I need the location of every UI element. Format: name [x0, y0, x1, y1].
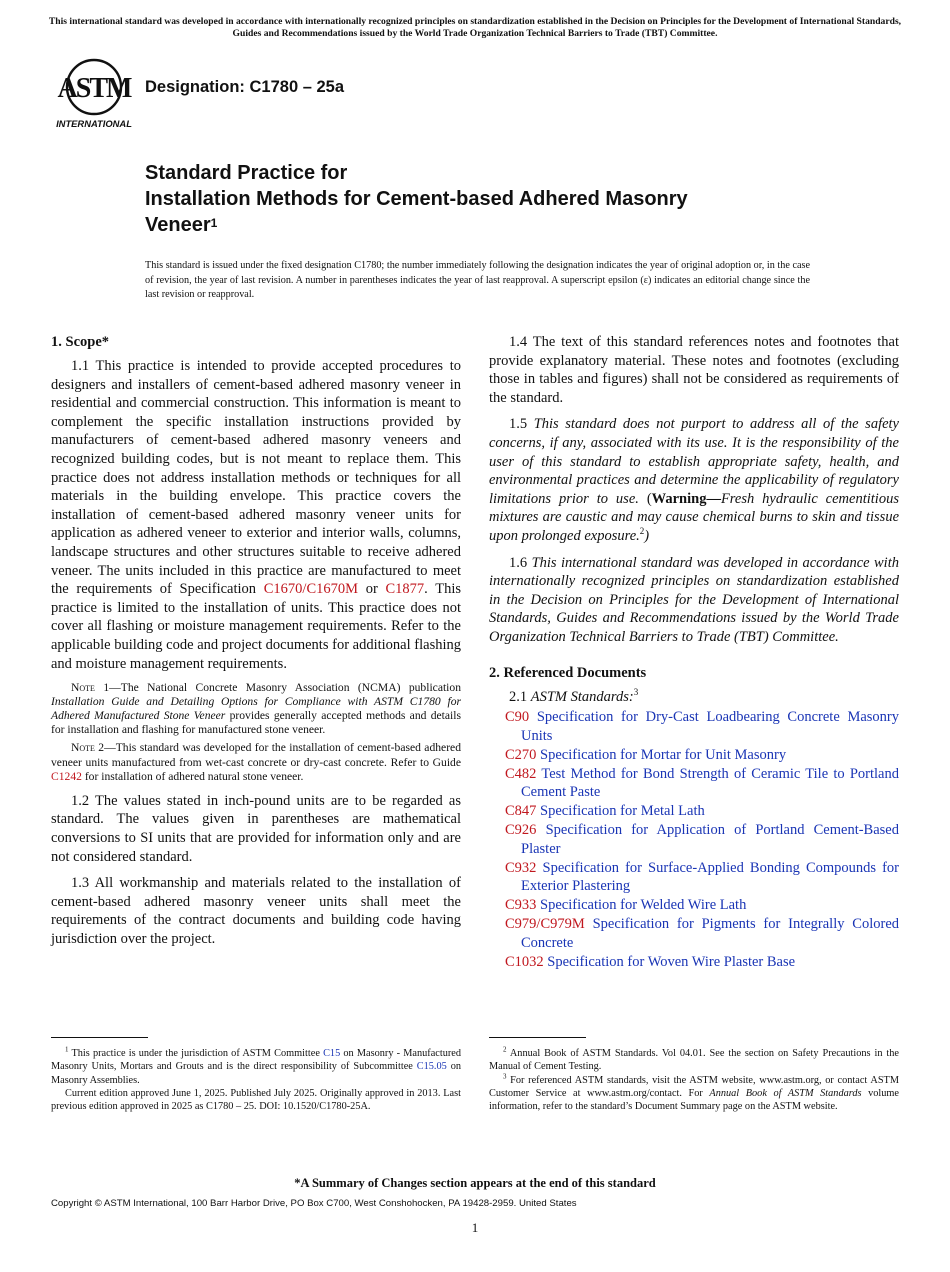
summary-of-changes-note: *A Summary of Changes section appears at the end of this standard — [294, 1176, 656, 1190]
list-item[interactable]: C926 Specification for Application of Portland Cement-Based Plaster — [505, 822, 899, 857]
link-c1242[interactable]: C1242 — [51, 769, 82, 783]
list-item[interactable]: C270 Specification for Mortar for Unit Masonry — [505, 746, 787, 763]
list-item[interactable]: C90 Specification for Dry-Cast Loadbearing Concrete Masonry Units — [505, 709, 899, 744]
referenced-documents-list — [489, 708, 899, 971]
paragraph-1-1: 1.1 This practice is intended to provide accepted procedures to designers and installers of cement-based adhered masonry veneer in residential and commercial construction. This information is meant to complement the specific installation instructions provided by manufacturers of cement-based adhered masonry veneers and recognized building codes, but is not meant to replace them. This practice does not address installation methods or techniques for all materials in the building envelope. This practice covers the installation of cement-based adhered masonry veneer units for application as adhered veneer to exterior and interior walls, columns, landscape structures and other structures suitable to receive adhered veneer. The units included in this practice are manufactured to meet the requirements of Specification C1670/C1670M or C1877. This practice is limited to the installation of units. This practice does not cover all flashing or moisture management requirements. Refer to the applicable building code and project documents for additional flashing and moisture management requirements. — [51, 358, 461, 672]
scope-heading: 1. Scope* — [51, 334, 109, 350]
link-c1877[interactable]: C1877 — [385, 581, 425, 598]
title-line-1: Standard Practice for — [145, 162, 348, 184]
link-c15[interactable]: C15 — [323, 1048, 341, 1059]
title-line-3: Veneer$^1$ — [145, 214, 218, 236]
link-c1670[interactable]: C1670/C1670M — [263, 581, 359, 598]
referenced-documents-heading: 2. Referenced Documents — [489, 664, 647, 681]
footnote-1: $^1$ This practice is under the jurisdiction of ASTM Committee C15 on Masonry - Manufactured Masonry Units, Mortars and Grouts and is the direct responsibility of Subcommittee C15.05 on Masonry Assemblies. — [51, 1045, 461, 1086]
astm-logo-icon — [52, 55, 136, 131]
footnotes-right — [489, 1047, 899, 1113]
paragraph-1-3: 1.3 All workmanship and materials related to the installation of cement-based adhered masonry veneer units shall meet the requirements of the contract documents and building code having jurisdiction over the project. — [51, 875, 461, 947]
astm-logo — [52, 55, 136, 131]
designation: Designation: C1780 – 25a — [145, 78, 344, 96]
paragraph-1-5: 1.5 This standard does not purport to address all of the safety concerns, if any, associated with its use. It is the responsibility of the user of this standard to establish appropriate safety, health, and environmental practices and determine the applicability of regulatory limitations prior to use. (Warning—Fresh hydraulic cementitious mixtures are caustic and may cause chemical burns to skin and tissue upon prolonged exposure.$^2$) — [489, 416, 899, 544]
footnote-divider-left — [51, 1037, 148, 1038]
note-1: Note 1—The National Concrete Masonry Association (NCMA) publication Installation Guide and Detailing Options for Compliance with ASTM C1780 for Adhered Manufactured Stone Veneer provides generally accepted methods and details for installation and flashing for manufactured stone veneer. — [51, 681, 461, 737]
international-standard-notice: This international standard was developed in accordance with internationally recognized principles on standardization established in the Decision on Principles for the Development of International Standards, Guides and Recommendations issued by the World Trade Organization Technical Barriers to Trade (TBT) Committee. — [48, 16, 902, 39]
page-title — [145, 160, 845, 238]
paragraph-1-6: 1.6 This international standard was developed in accordance with internationally recognized principles on standardization established in the Decision on Principles for the Development of International Standards, Guides and Recommendations issued by the World Trade Organization Technical Barriers to Trade (TBT) Committee. — [489, 554, 899, 645]
paragraph-1-2: 1.2 The values stated in inch-pound units are to be regarded as standard. The values given in parentheses are mathematical conversions to SI units that are provided for information only and are not considered standard. — [51, 792, 461, 865]
footnote-divider-right — [489, 1037, 586, 1038]
list-item[interactable]: C933 Specification for Welded Wire Lath — [505, 897, 747, 914]
list-item[interactable]: C847 Specification for Metal Lath — [505, 803, 705, 820]
list-item[interactable]: C932 Specification for Surface-Applied Bonding Compounds for Exterior Plastering — [505, 859, 900, 895]
paragraph-1-4: 1.4 The text of this standard references notes and footnotes that provide explanatory material. These notes and footnotes (excluding those in tables and figures) shall not be considered as requirements of the standard. — [489, 334, 899, 406]
right-column — [489, 333, 899, 972]
footnote-1-approval: Current edition approved June 1, 2025. Published July 2025. Originally approved in 2013. Last previous edition approved in 2025 as C1780 – 25. DOI: 10.1520/C1780-25A. — [51, 1087, 461, 1113]
list-item[interactable]: C1032 Specification for Woven Wire Plaster Base — [505, 953, 796, 970]
footnote-2: $^2$ Annual Book of ASTM Standards. Vol 04.01. See the section on Safety Precautions in the Manual of Cement Testing. — [489, 1045, 899, 1073]
note-2: Note 2—This standard was developed for the installation of cement-based adhered veneer units manufactured from wet-cast concrete or dry-cast concrete. Refer to Guide C1242 for installation of adhered natural stone veneer. — [51, 741, 461, 783]
left-column — [51, 334, 461, 957]
footnote-3: $^3$ For referenced ASTM standards, visit the ASTM website, www.astm.org, or contact ASTM Customer Service at www.astm.org/contact. For Annual Book of ASTM Standards volume information, refer to the standard’s Document Summary page on the ASTM website. — [489, 1072, 899, 1113]
title-footnote-mark: 1 — [210, 216, 218, 230]
list-item[interactable]: C482 Test Method for Bond Strength of Ceramic Tile to Portland Cement Paste — [505, 765, 899, 801]
astm-standards-subheading: 2.1 ASTM Standards:$^3$ — [509, 686, 639, 705]
title-line-2: Installation Methods for Cement-based Adhered Masonry — [145, 188, 688, 210]
svg-text:ASTM: ASTM — [57, 73, 131, 104]
link-c15-05[interactable]: C15.05 — [416, 1061, 447, 1073]
issuance-statement: This standard is issued under the fixed designation C1780; the number immediately following the designation indicates the year of original adoption or, in the case of revision, the year of last revision. A number in parentheses indicates the year of last reapproval. A superscript epsilon (ε) indicates an editorial change since the last revision or reapproval. — [145, 260, 810, 300]
logo-text: INTERNATIONAL — [56, 118, 132, 129]
footnotes-left — [51, 1047, 461, 1113]
list-item[interactable]: C979/C979M Specification for Pigments for Integrally Colored Concrete — [505, 916, 899, 951]
copyright: Copyright © ASTM International, 100 Barr Harbor Drive, PO Box C700, West Conshohocken, PA 19428-2959. United States — [51, 1198, 577, 1209]
page-number: 1 — [471, 1220, 479, 1235]
